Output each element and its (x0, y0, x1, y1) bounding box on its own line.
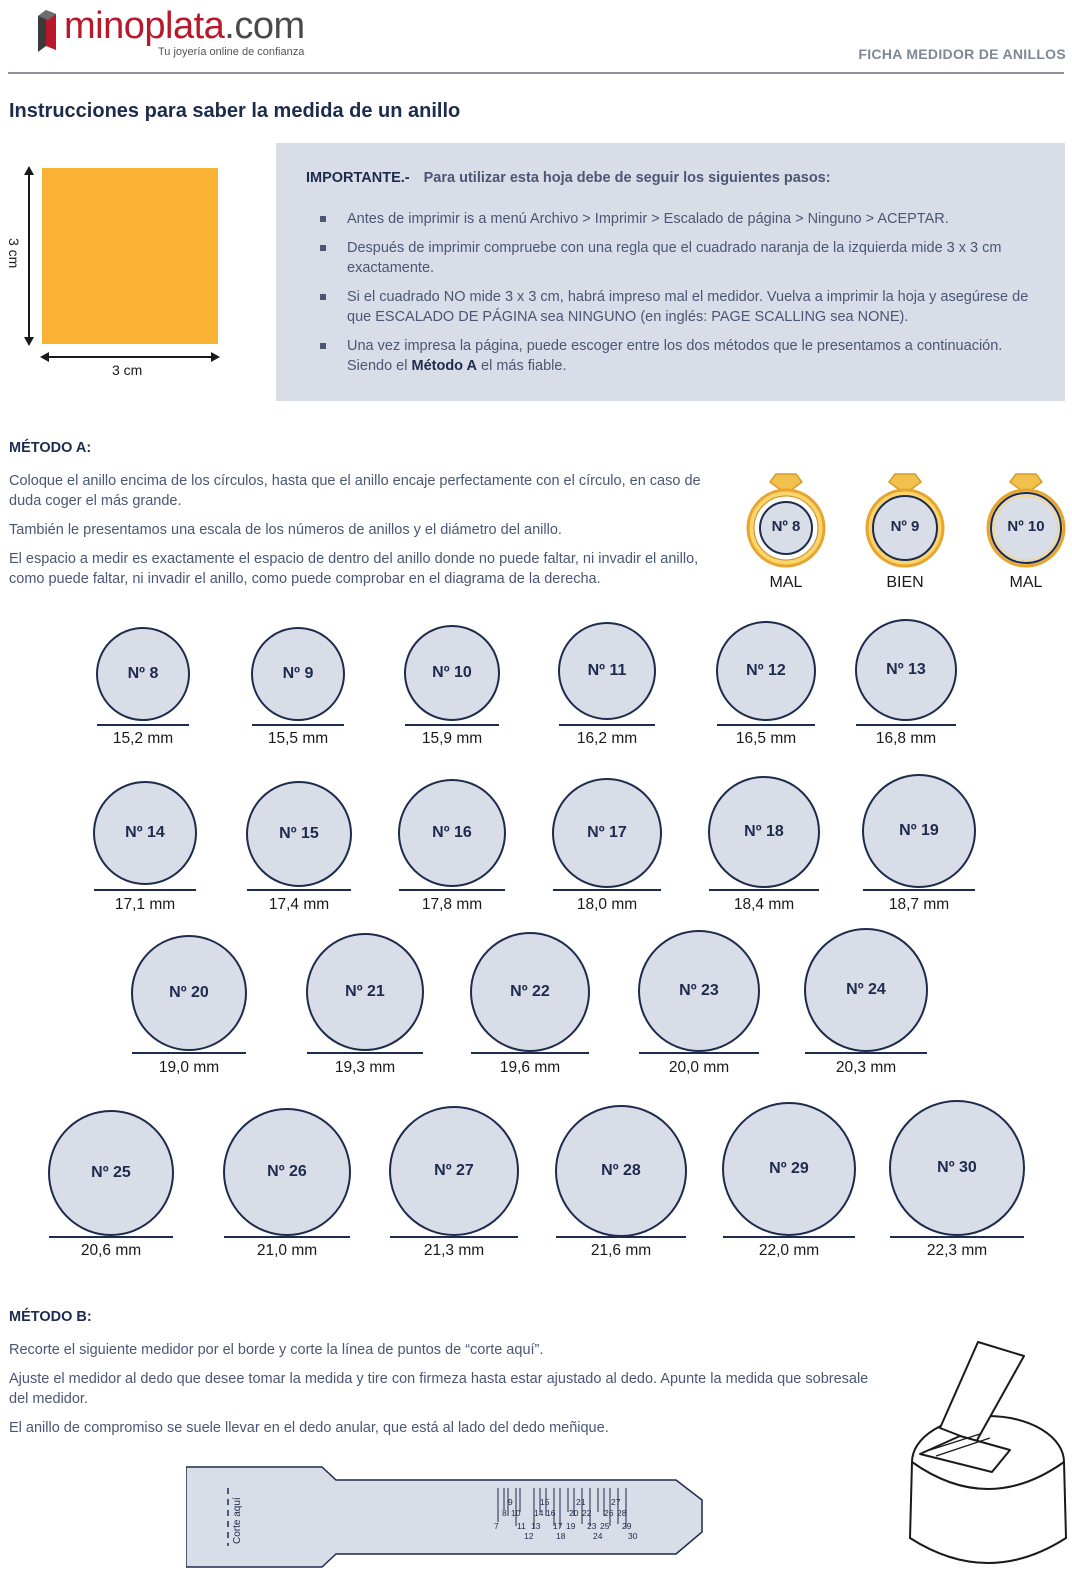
ring-size-circle: Nº 15 (246, 781, 352, 887)
example-ring-verdict: BIEN (886, 574, 924, 591)
example-ring-size: Nº 9 (890, 518, 920, 535)
ring-size-baseline (890, 1236, 1024, 1238)
ring-size-diameter: 20,3 mm (835, 1059, 897, 1076)
example-ring-verdict: MAL (1009, 574, 1043, 591)
ring-size-baseline (399, 889, 505, 891)
ring-size-circle: Nº 12 (716, 621, 816, 721)
ring-sizer-strap (186, 1466, 706, 1568)
ring-size-diameter: 17,1 mm (114, 896, 176, 913)
scale-number: 21 (576, 1497, 586, 1507)
ring-size-diameter: 20,0 mm (668, 1059, 730, 1076)
calibration-square (42, 168, 218, 344)
ring-size-baseline (553, 889, 661, 891)
instruction-step: Después de imprimir compruebe con una regla que el cuadrado naranja de la izquierda mide 3 x 3 cm exactamente. (320, 238, 1040, 278)
page-title: Instrucciones para saber la medida de un anillo (9, 100, 461, 122)
ring-size-circle: Nº 25 (48, 1110, 174, 1236)
step-text-pre: Una vez impresa la página, puede escoger entre los dos métodos que le presentamos a continuación. Siendo el (347, 338, 1003, 374)
ring-size-circle: Nº 8 (96, 627, 190, 721)
ring-size-circle: Nº 9 (251, 627, 345, 721)
ring-size-baseline (49, 1236, 173, 1238)
method-b-title: MÉTODO B: (9, 1309, 92, 1325)
scale-number: 11 (517, 1521, 526, 1531)
ring-size-baseline (863, 889, 975, 891)
step-text-post: el más fiable. (477, 358, 567, 374)
calibration-square-section (0, 160, 230, 390)
brand-name[interactable] (64, 4, 305, 48)
method-a-paragraph: Coloque el anillo encima de los círculos, hasta que el anillo encaje perfectamente con el círculo, en caso de duda coger el más grande. (9, 473, 701, 509)
ring-size-circle: Nº 18 (708, 776, 820, 888)
scale-number: 25 (600, 1521, 610, 1531)
ring-size-diameter: 15,5 mm (267, 730, 329, 747)
example-ring-verdict: MAL (769, 574, 803, 591)
ring-size-baseline (247, 889, 351, 891)
brand-tagline: Tu joyería online de confianza (158, 46, 305, 58)
ring-size-circle: Nº 28 (555, 1105, 687, 1237)
ring-size-circle: Nº 26 (223, 1108, 351, 1236)
brand-logo-icon (34, 6, 60, 54)
important-label: IMPORTANTE.- (306, 170, 410, 186)
scale-number: 10 (511, 1508, 521, 1518)
ring-size-circle: Nº 20 (131, 935, 247, 1051)
ring-size-circle: Nº 19 (862, 774, 976, 888)
ring-size-diameter: 22,3 mm (926, 1242, 988, 1259)
ring-size-diameter: 17,8 mm (421, 896, 483, 913)
vertical-dimension-label: 3 cm (6, 238, 22, 269)
important-notice-box (276, 143, 1065, 401)
ring-size-diameter: 20,6 mm (80, 1242, 142, 1259)
method-a-title: MÉTODO A: (9, 440, 92, 456)
important-heading (306, 170, 831, 186)
ring-size-diameter: 21,6 mm (590, 1242, 652, 1259)
example-ring-size: Nº 10 (1007, 518, 1045, 535)
ring-size-baseline (132, 1052, 246, 1054)
brand-name-tld: .com (224, 5, 305, 47)
step-text-bold: Método A (411, 358, 478, 374)
instruction-step: Antes de imprimir is a menú Archivo > Imprimir > Escalado de página > Ninguno > ACEPTAR. (320, 209, 1040, 229)
scale-number: 14 (534, 1508, 544, 1518)
scale-number: 22 (582, 1508, 592, 1518)
ring-size-diameter: 16,5 mm (735, 730, 797, 747)
scale-number: 18 (556, 1531, 566, 1541)
ring-size-baseline (405, 724, 499, 726)
ring-size-baseline (717, 724, 815, 726)
example-ring-size: Nº 8 (771, 518, 801, 535)
scale-number: 16 (546, 1508, 556, 1518)
ring-size-circle: Nº 14 (93, 781, 197, 885)
sheet-title: FICHA MEDIDOR DE ANILLOS (858, 46, 1066, 62)
ring-size-circle: Nº 16 (398, 779, 506, 887)
scale-number: 26 (604, 1508, 614, 1518)
ring-size-baseline (390, 1236, 518, 1238)
ring-size-circle: Nº 10 (404, 625, 500, 721)
ring-size-circle: Nº 11 (558, 622, 656, 720)
ring-size-baseline (471, 1052, 589, 1054)
method-a-paragraph: El espacio a medir es exactamente el espacio de dentro del anillo donde no puede faltar, ni invadir el anillo, como puede faltar, ni invadir el anillo, como puede comprobar en el diagrama de la derecha. (9, 551, 699, 587)
scale-number: 20 (569, 1508, 579, 1518)
ring-size-diameter: 19,3 mm (334, 1059, 396, 1076)
ring-size-circle: Nº 30 (889, 1100, 1025, 1236)
method-a-paragraph: También le presentamos una escala de los números de anillos y el diámetro del anillo. (9, 522, 562, 538)
ring-size-circle: Nº 17 (552, 778, 662, 888)
finger-with-strap-illustration (900, 1338, 1070, 1574)
ring-size-circle: Nº 13 (855, 619, 957, 721)
ring-size-baseline (224, 1236, 350, 1238)
example-ring-correct (861, 468, 949, 598)
ring-size-circle: Nº 22 (470, 932, 590, 1052)
instruction-step: Si el cuadrado NO mide 3 x 3 cm, habrá impreso mal el medidor. Vuelva a imprimir la hoja y asegúrese de que ESCALADO DE PÁGINA sea NINGUNO (en inglés: PAGE SCALLING sea NONE). (320, 287, 1040, 327)
ring-size-baseline (307, 1052, 423, 1054)
ring-size-baseline (709, 889, 819, 891)
scale-number: 7 (494, 1521, 499, 1531)
brand-name-main: minoplata (64, 5, 225, 47)
scale-number: 8 (502, 1508, 507, 1518)
horizontal-dimension-label: 3 cm (112, 362, 143, 378)
scale-number: 29 (622, 1521, 632, 1531)
ring-size-circle: Nº 27 (389, 1106, 519, 1236)
ring-size-baseline (805, 1052, 927, 1054)
scale-number: 23 (587, 1521, 597, 1531)
example-ring-too-small (742, 468, 830, 598)
ring-size-baseline (252, 724, 344, 726)
important-subtitle: Para utilizar esta hoja debe de seguir los siguientes pasos: (423, 170, 831, 186)
ring-size-diameter: 15,9 mm (421, 730, 483, 747)
method-b-paragraph: Recorte el siguiente medidor por el borde y corte la línea de puntos de “corte aquí”. (9, 1342, 544, 1358)
method-b-paragraph: El anillo de compromiso se suele llevar en el dedo anular, que está al lado del dedo meñique. (9, 1420, 609, 1436)
example-ring-too-large (982, 468, 1070, 598)
ring-size-diameter: 19,6 mm (499, 1059, 561, 1076)
ring-size-diameter: 17,4 mm (268, 896, 330, 913)
ring-size-circle: Nº 23 (638, 930, 760, 1052)
instruction-step (320, 336, 1040, 376)
ring-size-diameter: 22,0 mm (758, 1242, 820, 1259)
ring-size-baseline (723, 1236, 855, 1238)
scale-number: 17 (553, 1521, 563, 1531)
ring-size-circle: Nº 24 (804, 928, 928, 1052)
ring-size-diameter: 16,2 mm (576, 730, 638, 747)
ring-size-baseline (556, 1236, 686, 1238)
ring-size-circle: Nº 29 (722, 1102, 856, 1236)
scale-number: 27 (611, 1497, 621, 1507)
scale-number: 19 (566, 1521, 576, 1531)
scale-number: 28 (617, 1508, 627, 1518)
header-divider (8, 72, 1064, 74)
ring-size-diameter: 21,0 mm (256, 1242, 318, 1259)
scale-number: 15 (540, 1497, 550, 1507)
ring-size-baseline (639, 1052, 759, 1054)
instruction-steps-list (320, 209, 1040, 385)
scale-number: 12 (524, 1531, 534, 1541)
ring-size-diameter: 18,7 mm (888, 896, 950, 913)
ring-size-diameter: 21,3 mm (423, 1242, 485, 1259)
ring-size-baseline (856, 724, 956, 726)
ring-size-diameter: 19,0 mm (158, 1059, 220, 1076)
ring-size-baseline (94, 889, 196, 891)
cut-here-label: Corte aquí (232, 1497, 243, 1544)
ring-size-baseline (559, 724, 655, 726)
ring-size-diameter: 16,8 mm (875, 730, 937, 747)
ring-size-circle: Nº 21 (306, 933, 424, 1051)
scale-number: 30 (628, 1531, 638, 1541)
scale-number: 24 (593, 1531, 603, 1541)
scale-number: 13 (531, 1521, 541, 1531)
method-b-paragraph: Ajuste el medidor al dedo que desee tomar la medida y tire con firmeza hasta estar ajustado al dedo. Apunte la medida que sobresale del medidor. (9, 1371, 869, 1407)
horizontal-dimension-arrow (42, 356, 218, 358)
vertical-dimension-arrow (28, 168, 30, 344)
scale-number: 9 (508, 1497, 513, 1507)
ring-size-diameter: 18,0 mm (576, 896, 638, 913)
ring-size-diameter: 18,4 mm (733, 896, 795, 913)
ring-size-baseline (97, 724, 189, 726)
ring-size-diameter: 15,2 mm (112, 730, 174, 747)
